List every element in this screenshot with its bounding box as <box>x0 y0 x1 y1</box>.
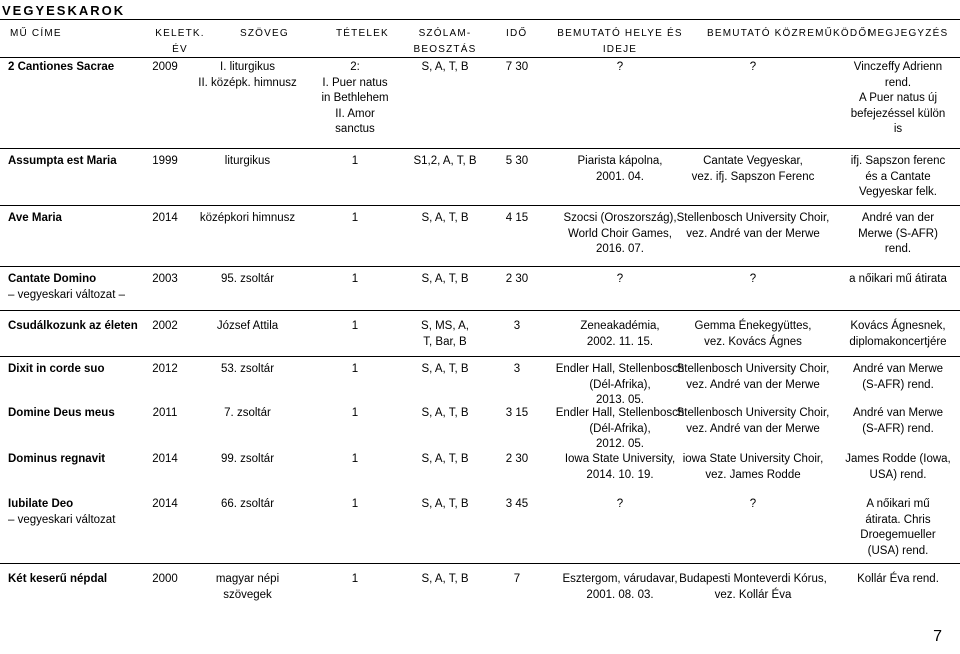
cell-performers <box>663 60 843 76</box>
premiere-line: ? <box>616 61 624 73</box>
row-divider <box>0 356 960 357</box>
premiere-line: Piarista kápolna, <box>577 155 663 167</box>
notes-line: USA) rend. <box>869 468 927 481</box>
text-source-line: I. liturgikus <box>220 61 275 73</box>
voicing-line: S, A, T, B <box>421 212 469 224</box>
premiere-line: 2013. 05. <box>596 394 644 406</box>
notes-line: is <box>893 123 903 135</box>
cell-performers <box>663 272 843 288</box>
text-source-line: József Attila <box>216 320 279 332</box>
row-divider <box>0 563 960 564</box>
cell-text-source <box>185 60 310 91</box>
text-source-line: II. középk. himnusz <box>198 76 297 89</box>
performers-line: vez. ifj. Sapszon Ferenc <box>691 170 815 183</box>
performers-line: Stellenbosch University Choir, <box>676 363 830 375</box>
text-source-line: középkori himnusz <box>199 212 296 224</box>
cell-voicing <box>395 319 495 350</box>
movements-line: in Bethlehem <box>321 92 389 104</box>
premiere-line: Esztergom, várudavar, <box>562 573 678 585</box>
performers-line: Cantate Vegyeskar, <box>703 155 803 167</box>
cell-year: 2011 <box>152 407 178 419</box>
work-title-line: – vegyeskari változat – <box>8 288 125 301</box>
notes-line: (S-AFR) rend. <box>862 422 934 435</box>
text-source-line: 53. zsoltár <box>220 363 275 375</box>
cell-performers <box>663 211 843 242</box>
cell-notes <box>838 362 958 393</box>
performers-line: vez. André van der Merwe <box>686 422 820 435</box>
cell-text-source <box>185 272 310 288</box>
cell-performers <box>663 154 843 185</box>
premiere-line: 2016. 07. <box>596 243 644 255</box>
header-mu-cime: MŰ CÍME <box>10 28 62 39</box>
cell-text-source <box>185 406 310 422</box>
notes-line: A nőikari mű <box>866 498 930 510</box>
notes-line: és a Cantate <box>865 170 931 183</box>
cell-text-source <box>185 362 310 378</box>
performers-line: Stellenbosch University Choir, <box>676 212 830 224</box>
work-title-line: Assumpta est Maria <box>8 155 117 167</box>
premiere-line: 2014. 10. 19. <box>586 468 654 481</box>
cell-notes <box>838 60 958 138</box>
cell-notes <box>838 154 958 201</box>
movements-line: 1 <box>351 212 359 224</box>
cell-voicing <box>395 406 495 422</box>
notes-line: Kovács Ágnesnek, <box>850 320 946 332</box>
cell-duration: 5 30 <box>505 155 529 167</box>
notes-line: André van Merwe <box>852 407 944 419</box>
cell-movements <box>315 406 395 422</box>
notes-line: (USA) rend. <box>867 544 929 557</box>
text-source-line: 95. zsoltár <box>220 273 275 285</box>
premiere-line: ? <box>616 273 624 285</box>
text-source-line: 66. zsoltár <box>220 498 275 510</box>
text-source-line: magyar népi <box>215 573 280 585</box>
cell-voicing <box>395 572 495 588</box>
cell-performers <box>663 452 843 483</box>
cell-year: 2002 <box>152 320 178 332</box>
cell-performers <box>663 497 843 513</box>
cell-notes <box>838 452 958 483</box>
performers-line: vez. André van der Merwe <box>686 227 820 240</box>
movements-line: 1 <box>351 363 359 375</box>
header-kozremukodoi: BEMUTATÓ KÖZREMŰKÖDŐI <box>707 28 872 39</box>
notes-line: Vinczeffy Adrienn <box>853 61 943 73</box>
voicing-line: S, A, T, B <box>421 61 469 73</box>
premiere-line: ? <box>616 498 624 510</box>
voicing-line: S, A, T, B <box>421 498 469 510</box>
voicing-line: S, A, T, B <box>421 273 469 285</box>
performers-line: vez. James Rodde <box>705 468 801 481</box>
performers-line: ? <box>749 273 757 285</box>
movements-line: 1 <box>351 407 359 419</box>
work-title-line: Domine Deus meus <box>8 407 115 419</box>
movements-line: I. Puer natus <box>322 76 388 89</box>
cell-voicing <box>395 211 495 227</box>
top-rule <box>0 19 960 20</box>
header-tetelek: TÉTELEK <box>336 28 389 39</box>
movements-line: 1 <box>351 573 359 585</box>
performers-line: vez. Kovács Ágnes <box>704 335 802 348</box>
text-source-line: 99. zsoltár <box>220 453 275 465</box>
movements-line: II. Amor <box>335 107 375 120</box>
notes-line: Kollár Éva rend. <box>857 573 939 585</box>
header-megjegyzes: MEGJEGYZÉS <box>868 28 949 39</box>
cell-movements <box>315 319 395 335</box>
text-source-line: 7. zsoltár <box>224 407 271 419</box>
cell-text-source <box>185 572 310 603</box>
movements-line: 1 <box>351 453 359 465</box>
cell-movements <box>315 154 395 170</box>
notes-line: André van der <box>861 212 935 224</box>
cell-performers <box>663 319 843 350</box>
cell-year: 2014 <box>152 453 178 465</box>
header-szolam-line2: BEOSZTÁS <box>413 44 477 55</box>
page-title: VEGYESKAROK <box>2 3 126 18</box>
cell-text-source <box>185 319 310 335</box>
work-title-line: – vegyeskari változat <box>8 513 116 526</box>
cell-notes <box>838 272 958 288</box>
premiere-line: 2001. 04. <box>596 170 644 183</box>
cell-notes <box>838 319 958 350</box>
notes-line: rend. <box>884 243 912 255</box>
cell-duration: 2 30 <box>505 273 529 285</box>
movements-line: 1 <box>351 498 359 510</box>
work-title-line: Csudálkozunk az életen <box>8 320 138 332</box>
notes-line: a nőikari mű átirata <box>849 273 947 285</box>
cell-notes <box>838 211 958 258</box>
header-bem-helye-line1: BEMUTATÓ HELYE ÉS <box>557 28 683 39</box>
premiere-line: (Dél-Afrika), <box>589 378 651 391</box>
header-ido: IDŐ <box>506 28 528 39</box>
voicing-line: S, A, T, B <box>421 573 469 585</box>
cell-voicing <box>395 154 495 170</box>
performers-line: Gemma Énekegyüttes, <box>694 320 812 332</box>
premiere-line: 2012. 05. <box>596 438 644 450</box>
header-keletk <box>140 26 220 58</box>
premiere-line: Zeneakadémia, <box>580 320 660 332</box>
work-title-line: 2 Cantiones Sacrae <box>8 61 115 73</box>
performers-line: ? <box>749 498 757 510</box>
cell-movements <box>315 211 395 227</box>
cell-performers <box>663 572 843 603</box>
notes-line: átirata. Chris <box>865 513 931 526</box>
cell-movements <box>315 572 395 588</box>
movements-line: 2: <box>350 61 360 73</box>
cell-text-source <box>185 452 310 468</box>
cell-year: 2003 <box>152 273 178 285</box>
cell-year: 2012 <box>152 363 178 375</box>
premiere-line: Endler Hall, Stellenbosch <box>555 363 685 375</box>
notes-line: ifj. Sapszon ferenc <box>850 155 946 167</box>
cell-year: 2000 <box>152 573 178 585</box>
performers-line: Stellenbosch University Choir, <box>676 407 830 419</box>
cell-movements <box>315 60 395 138</box>
cell-notes <box>838 572 958 588</box>
cell-duration: 3 <box>513 363 521 375</box>
cell-year: 2009 <box>152 61 178 73</box>
cell-movements <box>315 272 395 288</box>
cell-duration: 7 <box>513 573 521 585</box>
cell-duration: 3 45 <box>505 498 529 510</box>
cell-voicing <box>395 60 495 76</box>
cell-year: 2014 <box>152 212 178 224</box>
performers-line: Budapesti Monteverdi Kórus, <box>679 573 827 585</box>
row-divider <box>0 310 960 311</box>
text-source-line: szövegek <box>223 588 272 601</box>
notes-line: Merwe (S-AFR) <box>858 227 938 240</box>
premiere-line: 2001. 08. 03. <box>586 588 654 601</box>
work-title-line: Cantate Domino <box>8 273 97 285</box>
cell-duration: 3 <box>513 320 521 332</box>
notes-line: Vegyeskar felk. <box>859 186 937 198</box>
row-divider <box>0 205 960 206</box>
notes-line: James Rodde (Iowa, <box>845 453 951 465</box>
cell-movements <box>315 452 395 468</box>
cell-voicing <box>395 452 495 468</box>
row-divider <box>0 148 960 149</box>
notes-line: André van Merwe <box>852 363 944 375</box>
performers-line: iowa State University Choir, <box>682 453 824 465</box>
notes-line: A Puer natus új <box>859 92 937 104</box>
movements-line: 1 <box>351 155 359 167</box>
work-title-line: Dixit in corde suo <box>8 363 105 375</box>
header-keletk-line2: ÉV <box>172 44 188 55</box>
premiere-line: 2002. 11. 15. <box>586 335 654 348</box>
cell-duration: 4 15 <box>505 212 529 224</box>
header-szoveg: SZÖVEG <box>240 28 289 39</box>
premiere-line: Endler Hall, Stellenbosch <box>555 407 685 419</box>
performers-line: ? <box>749 61 757 73</box>
movements-line: sanctus <box>335 123 375 135</box>
cell-year: 1999 <box>152 155 178 167</box>
performers-line: vez. André van der Merwe <box>686 378 820 391</box>
header-bem-helye <box>545 26 695 58</box>
work-title-line: Két keserű népdal <box>8 573 108 585</box>
work-title-line: Dominus regnavit <box>8 453 106 465</box>
voicing-line: S1,2, A, T, B <box>413 155 477 167</box>
notes-line: befejezéssel külön <box>850 107 946 120</box>
notes-line: Droegemueller <box>860 529 936 541</box>
premiere-line: World Choir Games, <box>568 227 672 240</box>
work-title-line: Iubilate Deo <box>8 498 74 510</box>
cell-movements <box>315 362 395 378</box>
work-title-line: Ave Maria <box>8 212 62 224</box>
cell-voicing <box>395 362 495 378</box>
cell-notes <box>838 497 958 559</box>
cell-notes <box>838 406 958 437</box>
premiere-line: Iowa State University, <box>564 453 676 465</box>
cell-year: 2014 <box>152 498 178 510</box>
cell-text-source <box>185 211 310 227</box>
header-bem-helye-line2: IDEJE <box>602 44 638 55</box>
cell-duration: 2 30 <box>505 453 529 465</box>
page-number: 7 <box>933 628 942 645</box>
cell-voicing <box>395 497 495 513</box>
voicing-line: T, Bar, B <box>423 335 467 348</box>
cell-duration: 3 15 <box>505 407 529 419</box>
premiere-line: (Dél-Afrika), <box>589 422 651 435</box>
performers-line: vez. Kollár Éva <box>714 588 792 601</box>
text-source-line: liturgikus <box>224 155 271 167</box>
header-szolam-line1: SZÓLAM- <box>418 28 472 39</box>
notes-line: diplomakoncertjére <box>849 335 947 348</box>
movements-line: 1 <box>351 273 359 285</box>
voicing-line: S, A, T, B <box>421 407 469 419</box>
cell-text-source <box>185 497 310 513</box>
cell-duration: 7 30 <box>505 61 529 73</box>
row-divider <box>0 266 960 267</box>
cell-voicing <box>395 272 495 288</box>
notes-line: rend. <box>884 76 912 89</box>
header-rule <box>0 57 960 58</box>
cell-performers <box>663 362 843 393</box>
premiere-line: Szocsi (Oroszország), <box>563 212 677 224</box>
voicing-line: S, A, T, B <box>421 453 469 465</box>
voicing-line: S, A, T, B <box>421 363 469 375</box>
cell-performers <box>663 406 843 437</box>
header-keletk-line1: KELETK. <box>155 28 205 39</box>
movements-line: 1 <box>351 320 359 332</box>
cell-text-source <box>185 154 310 170</box>
voicing-line: S, MS, A, <box>421 320 469 332</box>
cell-movements <box>315 497 395 513</box>
header-szolam <box>395 26 495 58</box>
notes-line: (S-AFR) rend. <box>862 378 934 391</box>
